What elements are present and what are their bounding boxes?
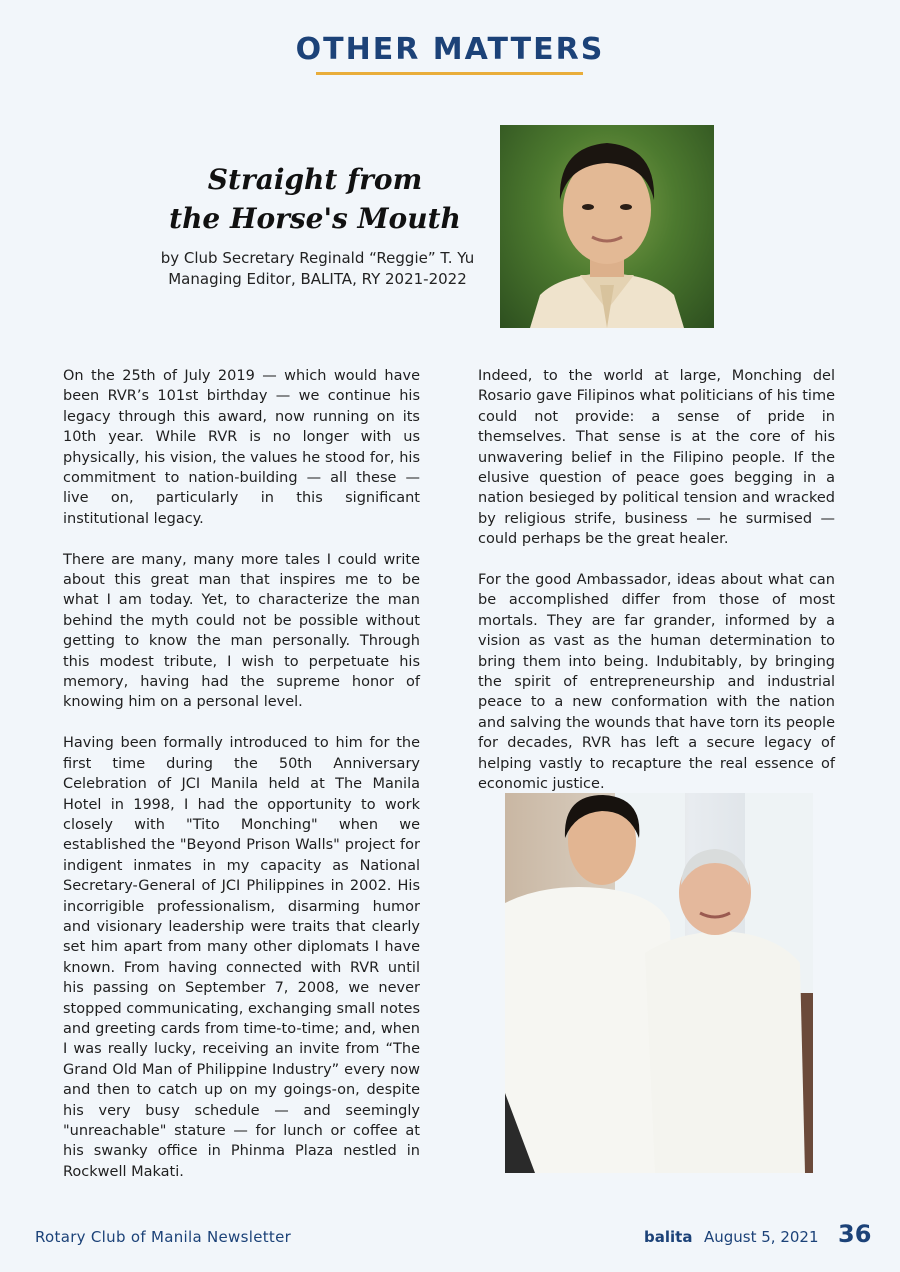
newsletter-name: Rotary Club of Manila Newsletter — [35, 1228, 292, 1246]
article-paragraph: There are many, many more tales I could write about this great man that inspires me to be what I am today. Yet, to characterize the man behind the myth could not be possible without getting to know the man personally. Through this modest tribute, I wish to perpetuate his memory, having had the supreme honor of knowing him on a personal level. — [63, 551, 420, 711]
article-title-line1: Straight from — [207, 163, 423, 196]
newsletter-brand: balita — [644, 1228, 693, 1246]
author-portrait-photo — [500, 125, 714, 328]
article-paragraph: For the good Ambassador, ideas about what can be accomplished differ from those of most mortals. They are far grander, informed by a vision as vast as the human determination to bring them into being. Indubitably, by bringing the spirit of entrepreneurship and industrial peace to a new conformation with the nation and salving the wounds that have torn its people for decades, RVR has left a secure legacy of helping vastly to recapture the real essence of economic justice. — [478, 572, 835, 793]
issue-date: August 5, 2021 — [704, 1228, 819, 1246]
page-number: 36 — [838, 1220, 872, 1248]
title-underline — [316, 72, 583, 75]
article-paragraph: Having been formally introduced to him for the first time during the 50th Anniversary Celebration of JCI Manila held at The Manila Hotel in 1998, I had the opportunity to work closely with "Tito Monching" when we established the "Beyond Prison Walls" project for indigent inmates in my capacity as National Secretary-General of JCI Philippines in 2002. His incorrigible professionalism, disarming humor and visionary leadership were traits that clearly set him apart from many other diplomats I have known. From having connected with RVR until his passing on September 7, 2008, we never stopped communicating, exchanging small notes and greeting cards from time-to-time; and, when I was really lucky, receiving an invite from “The Grand Old Man of Philippine Industry” every now and then to catch up on my goings-on, despite his very busy schedule — and seemingly "unreachable" stature — for lunch or coffee at his swanky office in Phinma Plaza nestled in Rockwell Makati. — [63, 735, 420, 1180]
portrait-illustration — [500, 125, 714, 328]
article-column-right — [478, 366, 835, 815]
duo-photo-illustration — [505, 793, 813, 1173]
article-byline — [140, 248, 495, 290]
author-with-rvr-photo — [505, 793, 813, 1173]
byline-author: by Club Secretary Reginald “Reggie” T. Yu — [160, 249, 475, 267]
article-column-left — [63, 366, 420, 1203]
article-paragraph: Indeed, to the world at large, Monching del Rosario gave Filipinos what politicians of his time could not provide: a sense of pride in themselves. That sense is at the core of his unwavering belief in the Filipino people. If the elusive question of peace goes begging in a nation besieged by political tension and wracked by religious strife, business — he surmised — could perhaps be the great healer. — [478, 368, 835, 548]
article-title-line2: the Horse's Mouth — [169, 202, 461, 235]
article-title — [150, 160, 480, 238]
byline-role: Managing Editor, BALITA, RY 2021-2022 — [168, 270, 467, 288]
section-title: OTHER MATTERS — [295, 32, 605, 67]
article-paragraph: On the 25th of July 2019 — which would have been RVR’s 101st birthday — we continue his legacy through this award, now running on its 10th year. While RVR is no longer with us physically, his vision, the values he stood for, his commitment to nation-building — all these — live on, particularly in this significant institutional legacy. — [63, 368, 420, 527]
